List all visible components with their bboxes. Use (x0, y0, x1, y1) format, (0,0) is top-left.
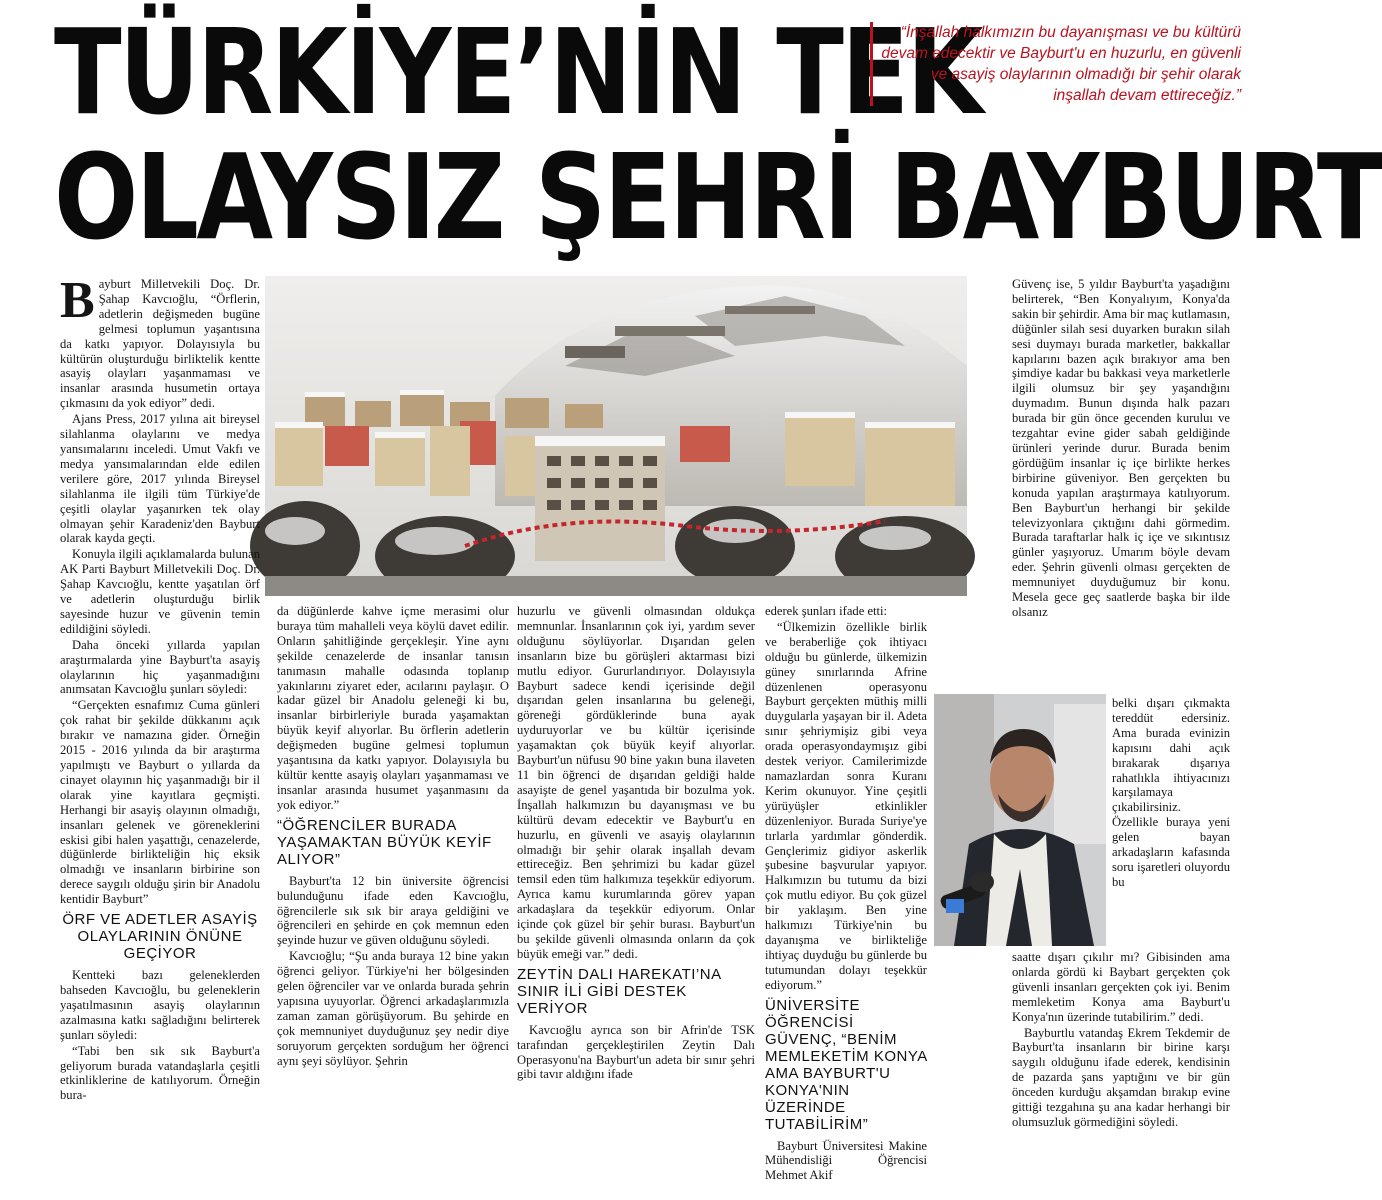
col2-para-1: da düğünlerde kahve içme merasimi olur buraya tüm mahalleli veya köylü davet edilir. Onların şahitliğinde gerçekleşir. Yine aynı şekilde cenazelerde de insanlar tanısın tanımasın mahalle odasında toplanıp yakınlarını ziyaret eder, acılarını paylaşır. O kadar güzel bir Anadolu geleneği ki bu, insanlar birbirleriyle burada yaşamaktan büyük keyif alıyorlar. Bu örflerin adetlerin değişmeden bugüne gelmesi toplumun yaşantısına da katkı yapıyor. Dolayısıyla bu kültür kentte asayiş olayları yaşanmaması ve insanlar arasında husumet yaşanmasını da yok ediyor.” (277, 604, 509, 812)
col4-subheading: ÜNİVERSİTE ÖĞRENCİSİ GÜVENÇ, “BENİM MEMLEKETİM KONYA AMA BAYBURT'U KONYA'NIN ÜZERİNDE TUTABİLİRİM” (765, 996, 927, 1133)
city-photo-illustration (265, 276, 967, 596)
col4-para-3: Bayburt Üniversitesi Makine Mühendisliği Öğrencisi Mehmet Akif (765, 1138, 927, 1183)
column-5 (1012, 277, 1230, 621)
column-5-bottom (1012, 950, 1230, 1131)
pull-quote: “İnşallah halkımızın bu dayanışması ve bu kültürü devam edecektir ve Bayburt'u en huzurlu, en güvenli ve asayiş olaylarının olmadığı bir şehir olarak inşallah devam ettireceğiz.” (870, 22, 1241, 106)
col3-para-1: huzurlu ve güvenli olmasından oldukça memnunlar. İnsanlarının çok iyi, yardım sever olduğunu söylüyorlar. Dışarıdan gelen insanların bize bu görüşleri aktarması bizi mutlu ediyor. Gururlandırıyor. Dolayısıyla Bayburt sadece kendi içerisinde değil dışarıdan gelen insanlarına bu geleneği, göreneği gördüklerinde buna ayak uyduruyorlar ve bu kültür içerisinde yaşamaktan çok büyük keyif alıyorlar. Bayburt'un nüfusu 90 bine yakın buna ilaveten 11 bin öğrenci de dışarıdan geldiği halde asayişte de genel yaşantıda bir bozulma yok. İnşallah halkımızın bu dayanışması ve bu kültürü devam edecektir ve Bayburt'u en huzurlu, en güvenli ve asayiş olaylarının olmadığı bir şehir olarak inşallah devam ettireceğiz. Ben şehrimizi bu kadar güzel temsil eden tüm halkımıza teşekkür ediyorum. Ayrıca kamu kurumlarında görev yapan arkadaşlara da teşekkür ediyorum. Onlar içinde çok güzel bir şehir burası. Bayburt'un bu şekilde güvenli olmasında onların da çok büyük emeği var.” dedi. (517, 604, 755, 961)
city-photo (265, 276, 967, 596)
col2-para-2: Bayburt'ta 12 bin üniversite öğrencisi bulunduğunu ifade eden Kavcıoğlu, öğrencilerle sık sık bir araya geldiğini ve öğrencileri en şehirde en çok memnun eden şeyinde huzur ve güven olduğunu söyledi. (277, 873, 509, 948)
headline-line-1: TÜRKİYE’NİN TEK (54, 3, 981, 141)
col4-para-2: “Ülkemizin özellikle birlik ve beraberliğe çok ihtiyacı olduğu bu günlerde, ülkemizin güney sınırlarında Afrine düzenlenen operasyonu Bayburt gerçekten müthiş milli duygularla yaşayan bir il. Adeta sınır şehriymişiz gibi veya orada operasyondaymışız gibi destek veriyor. Camilerimizde namazlardan sonra Kuranı Kerim okunuyor. Yine çeşitli yürüyüşler etkinlikler düzenleniyor. Burada Suriye'ye tırlarla yardımlar gönderdik. Gençlerimiz gidiyor askerlik şubesine başvurular yapıyor. Halkımızın bu tutumu da bizi çok mutlu ediyor. Bu çok güzel bir yaklaşım. Ben yine halkımızı Türkiye'nin bu dayanışma ve birlikteliğe ihtiyaç duyduğu bu günlerde bu tutumundan dolayı teşekkür ediyorum.” (765, 619, 927, 992)
col1-para-3: Konuyla ilgili açıklamalarda bulunan AK Parti Bayburt Milletvekili Doç. Dr. Şahap Kavcıoğlu, kentte yaşatılan örf ve adetlerin oluşturduğu birlik sayesinde huzur ve güvenin temin edildiğini söyledi. (60, 547, 260, 636)
portrait-photo (934, 694, 1106, 946)
col4-para-1: ederek şunları ifade etti: (765, 604, 888, 618)
col1-para-6: Kentteki bazı geleneklerden bahseden Kavcıoğlu, bu geleneklerin yaşatılmasının asayiş olaylarının azalmasına katkı sağladığını belirterek şunları söyledi: (60, 968, 260, 1042)
col1-para-1-text: ayburt Milletvekili Doç. Dr. Şahap Kavcıoğlu, “Örflerin, adetlerin değişmeden bugüne gelmesi toplumun yaşantısına da katkı yapıyor. Dolayısıyla bu kültürün oluşturduğu birliktelik kentte asayiş olayları yaşanmaması ve insanlar arasında husumetin ortaya çıkmasını da yok ediyor” dedi. (60, 277, 260, 411)
column-2 (277, 604, 509, 1069)
headline-line-2: OLAYSIZ ŞEHRİ BAYBURT (54, 128, 1382, 266)
column-1 (60, 272, 260, 1104)
column-3 (517, 604, 755, 1083)
col5-para-2: Bayburtlu vatandaş Ekrem Tekdemir de Bayburt'ta insanların bir birine karşı saygılı olduğunu ifade ederek, kendisinin de pazarda şans yaptığını ve bir gün önceden kurduğu akşamdan bırakıp evine gittiği tezgahına şu ana kadar herhangi bir olumsuzluk görmediğini söyledi. (1012, 1025, 1230, 1129)
col2-subheading: “ÖĞRENCİLER BURADA YAŞAMAKTAN BÜYÜK KEYİF ALIYOR” (277, 816, 492, 868)
col3-para-2: Kavcıoğlu ayrıca son bir Afrin'de TSK tarafından gerçekleştirilen Zeytin Dalı Operasyonu'na Bayburt'un adeta bir sınır şehri gibi tavır aldığını ifade (517, 1022, 755, 1082)
col5-para-1c: saatte dışarı çıkılır mı? Gibisinden ama onlarda gördü ki Baybart gerçekten çok güvenli insanları gerçekten çok iyi. Benim memleketim Konya ama Bayburt'u Konya'nın üzerinde tutabilirim.” dedi. (1012, 950, 1230, 1024)
col5-para-1b: belki dışarı çıkmakta tereddüt edersiniz. Ama burada evinizin kapısını dahi açık bırakarak dışarıya rahatlıkla ihtiyacınızı karşılamaya çıkabilirsiniz. Özellikle buraya yeni gelen bayan arkadaşların kafasında soru işaretleri oluyordu bu (1112, 696, 1230, 889)
col5-para-1: Güvenç ise, 5 yıldır Bayburt'ta yaşadığını belirterek, “Ben Konyalıyım, Konya'da sakin bir şehirdir. Ama bir maç kutlamasın, düğünler silah sesi duyarken burakın silah sesi duymayı burada marketler, bakkallar kapılarını bazen açık bırakıyor ama ben şimdiye kadar bu bakkasi veya marketlerle ilgili olumsuz bir şey yaşandığını duymadım. Bunun dışında halk pazarı burada bir gün önce gecenden kuruluı ve tezgahtar evine gider sabah geldiğinde ürünleri yerinde durur. Burada benim gördüğüm insanlar iç içe birlikte herkes birbirine güveniyor. Ben gerçekten bu konuda yapılan araştırmaya katılıyorum. Ben Bayburt'un herhangi bir şekilde televizyonlara çıktığını dahi görmedim. Burada taraftarlar halk iç içe ve sıkıntısız günler yaşıyoruz. Umarım böyle devam eder. Şehrin güvenli olması gerçekten de memnuniyet duyduğumuz bir konu. Mesela gece geç saatlerde başka bir ilde olsanız (1012, 277, 1230, 619)
column-4 (765, 604, 927, 1184)
col1-para-7: “Tabi ben sık sık Bayburt'a geliyorum burada vatandaşlarla çeşitli etkinliklerine de katılıyorum. Örneğin bura- (60, 1043, 260, 1103)
dropcap: B (60, 272, 95, 329)
col1-para-2: Ajans Press, 2017 yılına ait bireysel silahlanma olaylarını ve medya yansımalarını inceledi. Umut Vakfı ve medya yansımalarından elde edilen verilere göre, 2017 yılında Bireysel silahlanma ile ilgili tüm Türkiye'de çeşitli olaylar yaşanırken tek olay olmayan şehir Karadeniz'den Bayburt olarak kayda geçti. (60, 412, 260, 546)
col1-para-5: “Gerçekten esnafımız Cuma günleri çok rahat bir şekilde dükkanını açık bırakır ve namazına gider. Örneğin 2015 - 2016 yılında da bir araştırma yapılmıştı ve Bayburt o yıllarda da cinayet olayının hiç yaşanmadığı bir il olarak yine kayıtlara geçmişti. Herhangi bir asayiş olayının olmadığı, insanları gelenek ve göreneklerini eskisi gibi halen yaşattığı, cenazelerde, düğünlerde birlikteliğin hiç eksik olmadığı ve insanların birbirine son derece saygılı olduğu şirin bir Anadolu kentidir Bayburt” (60, 698, 260, 907)
col3-subheading: ZEYTİN DALI HAREKATI’NA SINIR İLİ GİBİ DESTEK VERİYOR (517, 965, 721, 1017)
col1-para-4: Daha önceki yıllarda yapılan araştırmalarda yine Bayburt'ta asayiş olaylarının hiç yaşanmadığını anımsatan Kavcıoğlu şunları söyledi: (60, 637, 260, 697)
col2-para-3: Kavcıoğlu; “Şu anda buraya 12 bine yakın öğrenci geliyor. Türkiye'ni her bölgesinden gelen öğrenciler var ve onlarda burada şehrin yapısına uyuyorlar. Öğrenci arkadaşlarımızla zaman zaman görüşüyorum. Bu şehirde en çok memnuniyet duyduğunuz şey nedir diye soruyorum gerçekten sorduğum her öğrenci aynı şeyi söylüyor. Şehrin (277, 949, 509, 1068)
col1-para-1 (60, 272, 260, 411)
portrait-illustration (934, 694, 1106, 946)
column-5-wrap (1112, 696, 1230, 891)
col1-subheading: ÖRF VE ADETLER ASAYİŞ OLAYLARININ ÖNÜNE GEÇİYOR (62, 911, 258, 963)
